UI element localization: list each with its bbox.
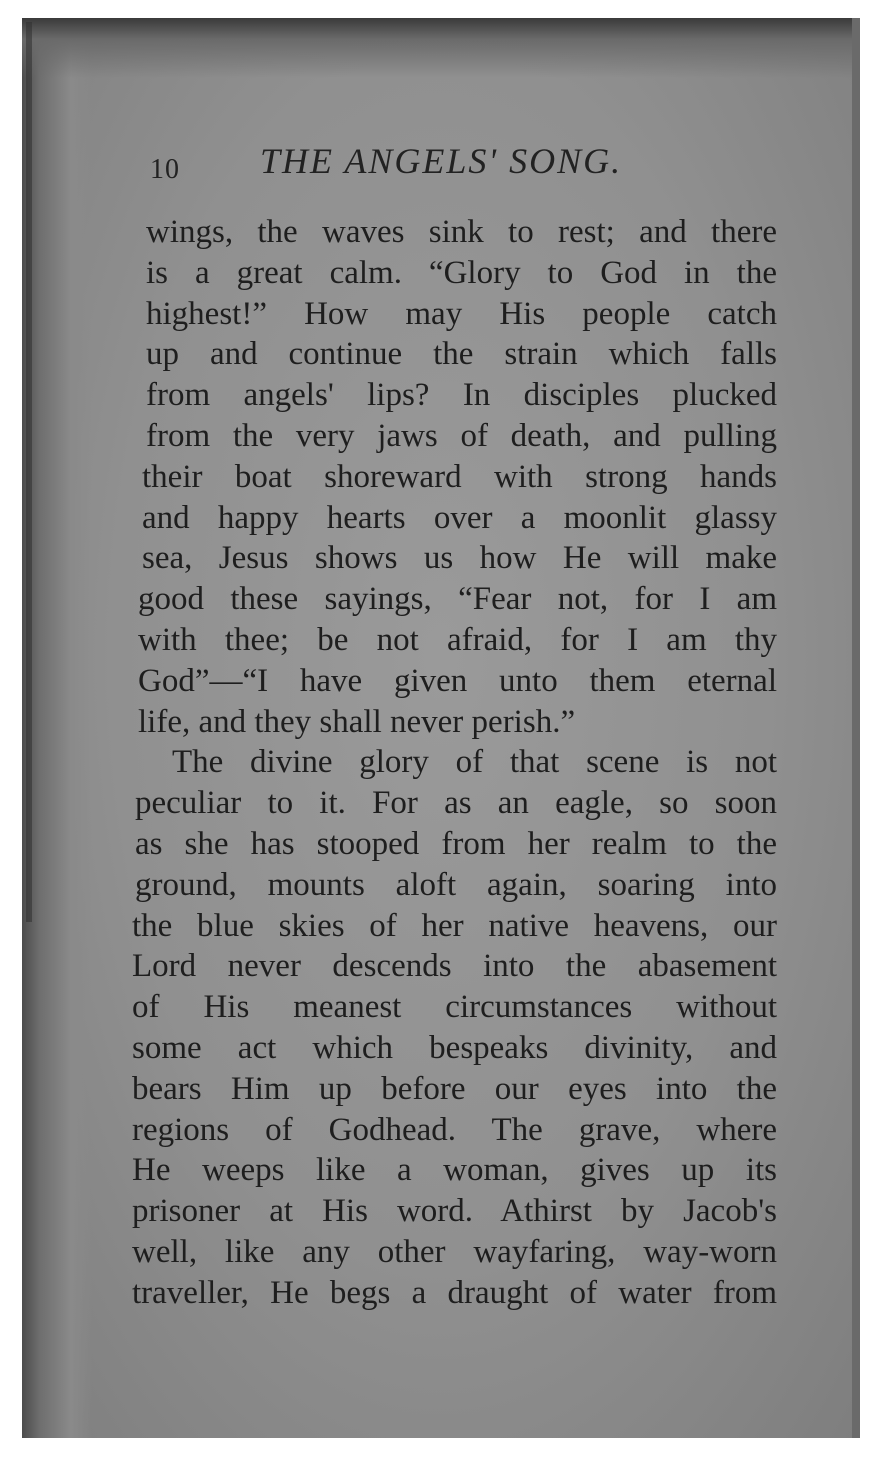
spine-edge	[26, 22, 32, 922]
text-line: traveller, He begs a draught of water from	[132, 1274, 777, 1311]
text-line: ground, mounts aloft again, soaring into	[135, 866, 777, 903]
running-header	[150, 140, 750, 190]
running-title: THE ANGELS' SONG.	[260, 141, 623, 181]
text-line: sea, Jesus shows us how He will make	[142, 540, 777, 577]
right-page-edge	[852, 18, 860, 1438]
text-line: Lord never descends into the abasement	[132, 948, 777, 985]
binding-shadow	[22, 18, 92, 1438]
text-line: wings, the waves sink to rest; and there	[146, 214, 777, 250]
text-line: good these sayings, “Fear not, for I am	[138, 581, 777, 618]
page-number: 10	[150, 154, 180, 185]
text-line: prisoner at His word. Athirst by Jacob's	[132, 1193, 777, 1230]
text-line: God”—“I have given unto them eternal	[138, 662, 777, 699]
text-line: from the very jaws of death, and pulling	[146, 417, 777, 454]
top-edge-shadow	[22, 18, 860, 78]
text-line-italic: with thee; be not afraid, for I am thy	[138, 621, 777, 658]
paragraph-start-line: The divine glory of that scene is not	[172, 744, 777, 781]
paragraph-end-line: life, and they shall never perish.”	[138, 703, 576, 740]
text-line: from angels' lips? In disciples plucked	[146, 377, 777, 414]
body-text	[132, 212, 777, 1314]
text-line: of His meanest circumstances without	[132, 989, 777, 1026]
text-line: and happy hearts over a moonlit glassy	[142, 499, 777, 536]
text-line: is a great calm. “Glory to God in the	[146, 254, 777, 291]
text-line: well, like any other wayfaring, way-worn	[132, 1233, 777, 1270]
text-line: He weeps like a woman, gives up its	[132, 1152, 777, 1189]
text-line: as she has stooped from her realm to the	[135, 825, 777, 862]
text-line: some act which bespeaks divinity, and	[132, 1029, 777, 1066]
text-line: the blue skies of her native heavens, our	[132, 907, 777, 944]
text-line: up and continue the strain which falls	[146, 336, 777, 373]
text-line: bears Him up before our eyes into the	[132, 1070, 777, 1107]
text-line: peculiar to it. For as an eagle, so soon	[135, 785, 777, 822]
text-line: highest!” How may His people catch	[146, 295, 777, 332]
text-line: regions of Godhead. The grave, where	[132, 1111, 777, 1148]
text-line: their boat shoreward with strong hands	[142, 458, 777, 495]
